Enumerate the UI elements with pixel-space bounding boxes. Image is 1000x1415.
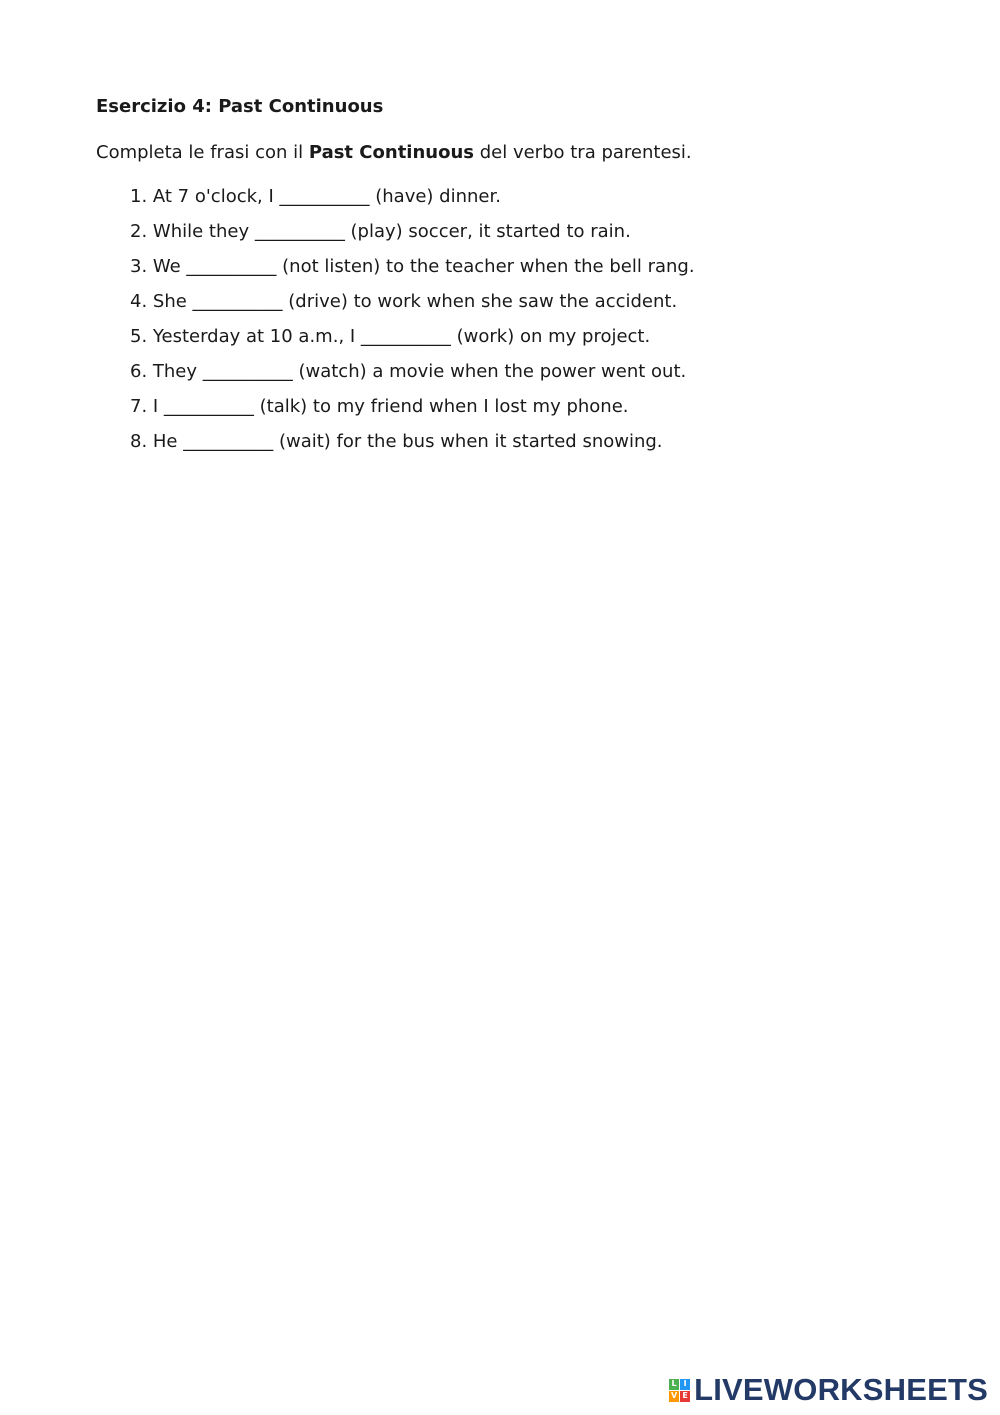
- exercise-item-8: 8. He __________ (wait) for the bus when it started snowing.: [130, 431, 663, 452]
- exercise-item-2: 2. While they __________ (play) soccer, it started to rain.: [130, 221, 631, 242]
- logo-wordmark: LIVEWORKSHEETS: [694, 1372, 988, 1407]
- exercise-list: [130, 185, 695, 465]
- logo-mark-icon: [669, 1379, 690, 1402]
- instruction-text-bold: Past Continuous: [308, 142, 474, 163]
- exercise-item-6: 6. They __________ (watch) a movie when the power went out.: [130, 361, 687, 382]
- exercise-item-1: 1. At 7 o'clock, I __________ (have) dinner.: [130, 186, 501, 207]
- instruction-text-start: Completa le frasi con il: [96, 142, 309, 163]
- exercise-item-4: 4. She __________ (drive) to work when she saw the accident.: [130, 291, 678, 312]
- logo-mark-letter: L: [669, 1379, 679, 1390]
- instruction-text-end: del verbo tra parentesi.: [474, 142, 692, 163]
- logo-mark-letter: I: [680, 1379, 690, 1390]
- exercise-title: Esercizio 4: Past Continuous: [96, 96, 384, 117]
- exercise-item-5: 5. Yesterday at 10 a.m., I __________ (work) on my project.: [130, 326, 651, 347]
- logo-mark-letter: E: [680, 1391, 690, 1402]
- liveworksheets-logo: [669, 1373, 988, 1407]
- exercise-item-3: 3. We __________ (not listen) to the teacher when the bell rang.: [130, 256, 695, 277]
- exercise-instruction: [96, 141, 692, 165]
- logo-mark-letter: V: [671, 1391, 678, 1400]
- exercise-item-7: 7. I __________ (talk) to my friend when I lost my phone.: [130, 396, 629, 417]
